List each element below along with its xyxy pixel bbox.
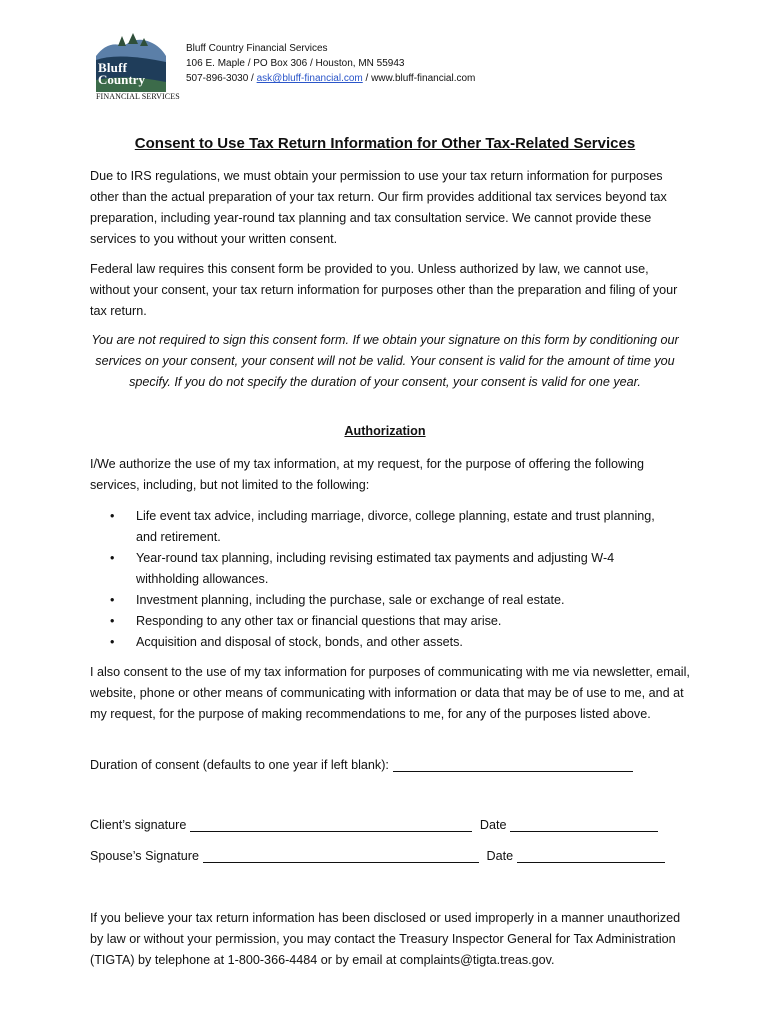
duration-label: Duration of consent (defaults to one year if left blank): <box>90 758 389 772</box>
logo-text-country: Country <box>98 72 145 87</box>
company-name: Bluff Country Financial Services <box>186 43 328 54</box>
spouse-signature-label: Spouse’s Signature <box>90 849 199 863</box>
services-list <box>108 506 668 653</box>
service-item-life-event: • Life event tax advice, including marriage, divorce, college planning, estate and trust planning, and retirement. <box>108 506 668 548</box>
service-item-questions: • Responding to any other tax or financial questions that may arise. <box>108 611 668 632</box>
paragraph-tigta-contact: If you believe your tax return information has been disclosed or used improperly in a manner unauthorized by law or without your permission, you may contact the Treasury Inspector General for Tax Administration (TIGTA) by telephone at 1-800-366-4484 or by email at complaints@tigta.treas.gov. <box>90 911 681 967</box>
paragraph-communication-consent: I also consent to the use of my tax information for purposes of communicating with me via newsletter, email, website, phone or other means of communicating with information or data that may be of use to me, and at my request, for the purpose of making recommendations to me, for any of the purposes listed above. <box>90 665 690 721</box>
spouse-date-label: Date <box>486 849 514 863</box>
company-phone: 507-896-3030 / <box>186 73 257 84</box>
italic-notice: You are not required to sign this consent form. If we obtain your signature on this form by conditioning our services on your consent, your consent will not be valid. Your consent is valid for the amount of time you specify. If you do not specify the duration of your consent, your consent is valid for one year. <box>91 333 679 389</box>
duration-input-line[interactable] <box>393 757 633 772</box>
logo-text-bluff: Bluff <box>98 60 128 75</box>
paragraph-federal-law: Federal law requires this consent form be provided to you. Unless authorized by law, we cannot use, without your consent, your tax return information for purposes other than the preparation and filing of your tax return. <box>90 262 678 318</box>
client-date-line[interactable] <box>510 817 658 832</box>
service-item-investment: • Investment planning, including the purchase, sale or exchange of real estate. <box>108 590 668 611</box>
client-date-label: Date <box>479 818 507 832</box>
form-title: Consent to Use Tax Return Information for Other Tax-Related Services <box>134 135 636 152</box>
client-signature-label: Client’s signature <box>90 818 187 832</box>
duration-field-row <box>90 757 633 772</box>
logo-text-financial-services: FINANCIAL SERVICES <box>96 92 180 101</box>
email-link[interactable]: ask@bluff-financial.com <box>256 73 363 84</box>
letterhead <box>186 41 475 86</box>
authorization-heading: Authorization <box>344 424 426 438</box>
spouse-signature-line[interactable] <box>203 848 479 863</box>
company-address: 106 E. Maple / PO Box 306 / Houston, MN 55943 <box>186 58 405 69</box>
contact-line <box>186 71 475 86</box>
paragraph-irs-regulations: Due to IRS regulations, we must obtain your permission to use your tax return information for purposes other than the actual preparation of your tax return. Our firm provides additional tax services beyond tax preparation, including year-round tax planning and tax consultation service. We cannot provide these services to you without your written consent. <box>90 169 667 246</box>
service-item-tax-planning: • Year-round tax planning, including revising estimated tax payments and adjusting W-4 withholding allowances. <box>108 548 668 590</box>
paragraph-authorize: I/We authorize the use of my tax information, at my request, for the purpose of offering the following services, including, but not limited to the following: <box>90 457 644 492</box>
spouse-signature-row <box>90 848 665 863</box>
spouse-date-line[interactable] <box>517 848 665 863</box>
service-item-stock-bonds: • Acquisition and disposal of stock, bonds, and other assets. <box>108 632 668 653</box>
company-website: / www.bluff-financial.com <box>362 73 476 84</box>
client-signature-row <box>90 817 658 832</box>
client-signature-line[interactable] <box>190 817 472 832</box>
